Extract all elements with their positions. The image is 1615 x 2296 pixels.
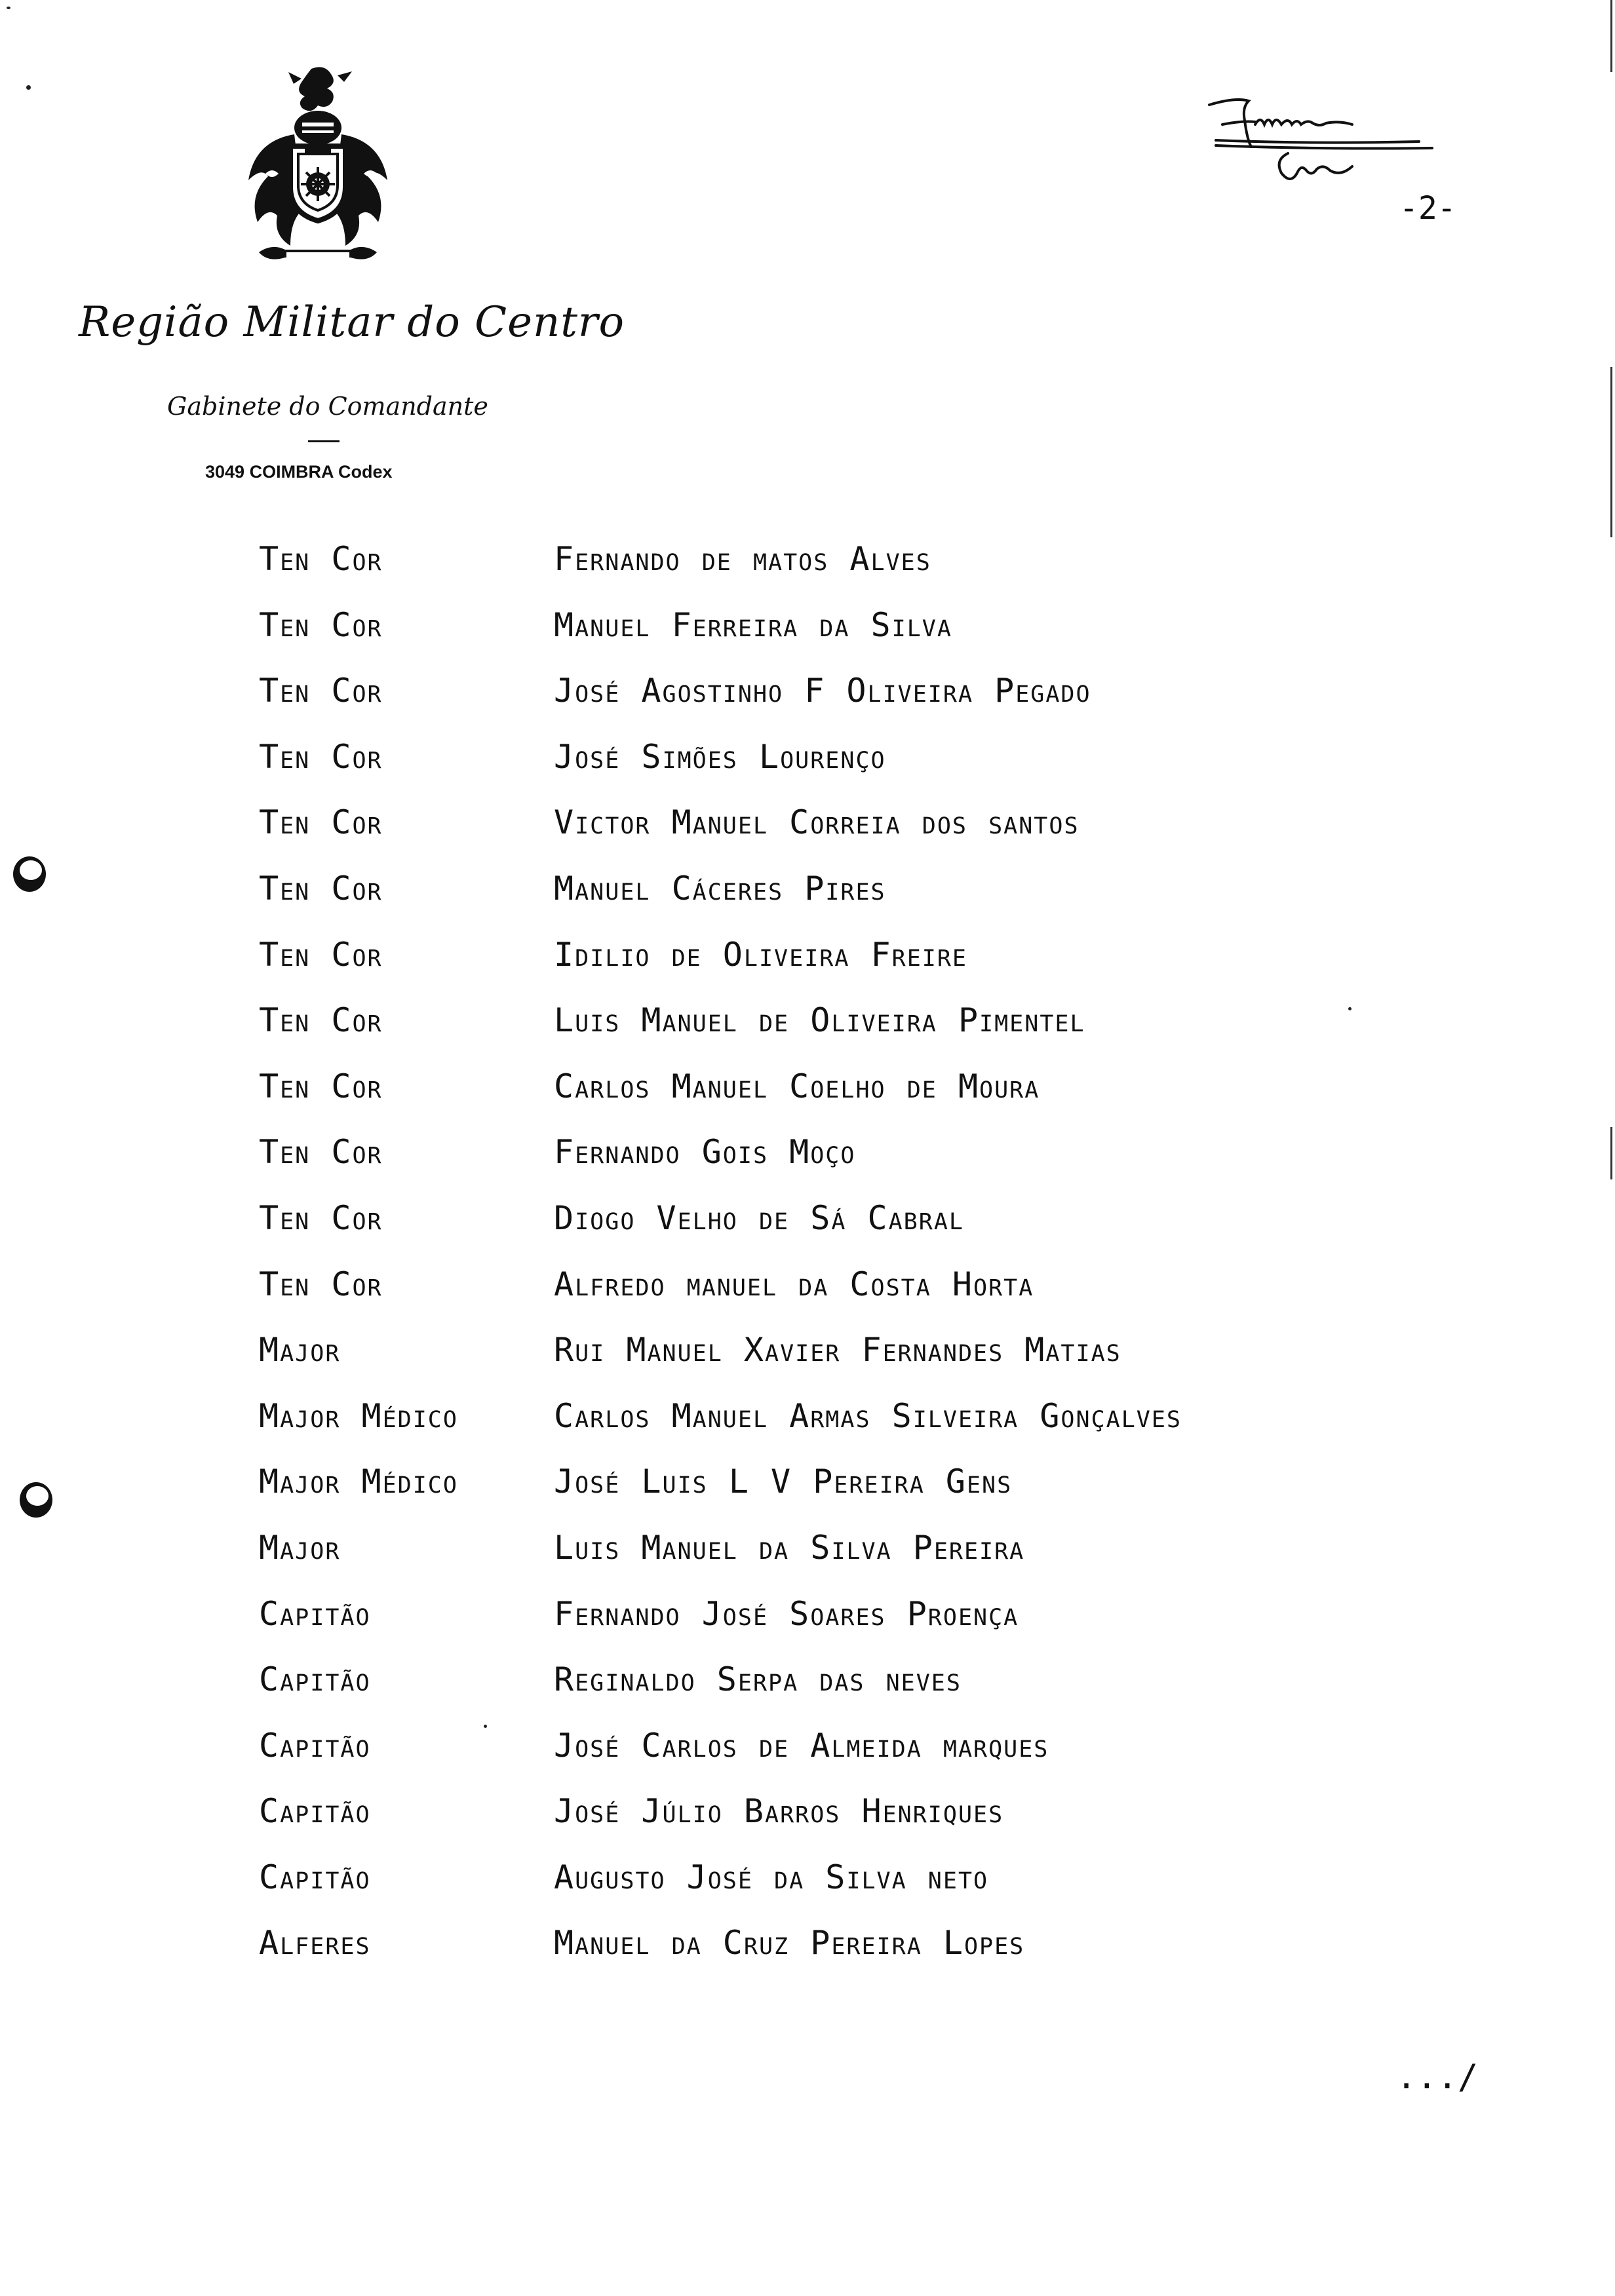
roster-row bbox=[259, 1788, 1373, 1854]
roster-row bbox=[259, 1459, 1373, 1525]
person-name: Rui Manuel Xavier Fernandes Matias bbox=[554, 1331, 1121, 1369]
rank: Ten Cor bbox=[259, 605, 383, 644]
person-name: Fernando de matos Alves bbox=[554, 540, 931, 578]
rank: Ten Cor bbox=[259, 540, 383, 578]
roster-row bbox=[259, 1261, 1373, 1328]
person-name: Fernando Gois Moço bbox=[554, 1133, 856, 1172]
roster-row bbox=[259, 536, 1373, 602]
person-name: Victor Manuel Correia dos santos bbox=[554, 803, 1080, 842]
person-name: Augusto José da Silva neto bbox=[554, 1858, 989, 1896]
rank: Ten Cor bbox=[259, 672, 383, 710]
person-name: Carlos Manuel Coelho de Moura bbox=[554, 1067, 1040, 1105]
roster-row bbox=[259, 1591, 1373, 1657]
roster-row bbox=[259, 932, 1373, 998]
organization-subtitle: Gabinete do Comandante bbox=[167, 392, 488, 421]
rank: Capitão bbox=[259, 1858, 371, 1896]
roster-row bbox=[259, 602, 1373, 668]
roster-row bbox=[259, 1393, 1373, 1459]
roster-row bbox=[259, 734, 1373, 800]
rank: Ten Cor bbox=[259, 935, 383, 974]
rank: Major Médico bbox=[259, 1396, 458, 1435]
rank: Major bbox=[259, 1528, 341, 1567]
person-name: Alfredo manuel da Costa Horta bbox=[554, 1265, 1034, 1303]
rank: Ten Cor bbox=[259, 803, 383, 842]
continuation-mark: .../ bbox=[1396, 2057, 1479, 2097]
rank: Alferes bbox=[259, 1924, 371, 1962]
person-name: Manuel Cáceres Pires bbox=[554, 869, 886, 908]
person-name: Luis Manuel da Silva Pereira bbox=[554, 1528, 1025, 1567]
organization-title: Região Militar do Centro bbox=[79, 298, 625, 347]
rank: Ten Cor bbox=[259, 1133, 383, 1172]
roster-row bbox=[259, 1195, 1373, 1261]
roster-row bbox=[259, 668, 1373, 734]
letterhead-rule bbox=[308, 440, 340, 442]
rank: Ten Cor bbox=[259, 1265, 383, 1303]
roster-row bbox=[259, 1854, 1373, 1921]
rank: Capitão bbox=[259, 1726, 371, 1765]
rank: Ten Cor bbox=[259, 737, 383, 776]
roster-row bbox=[259, 997, 1373, 1063]
roster-row bbox=[259, 1063, 1373, 1130]
person-name: Diogo Velho de Sá Cabral bbox=[554, 1198, 964, 1237]
rank: Ten Cor bbox=[259, 869, 383, 908]
rank: Major Médico bbox=[259, 1463, 458, 1501]
rank: Ten Cor bbox=[259, 1198, 383, 1237]
roster-row bbox=[259, 799, 1373, 866]
punch-hole bbox=[13, 856, 46, 892]
scan-speck bbox=[7, 7, 10, 9]
rank: Capitão bbox=[259, 1660, 371, 1699]
scan-speck bbox=[26, 85, 31, 90]
person-name: Idilio de Oliveira Freire bbox=[554, 935, 967, 974]
person-name: Luis Manuel de Oliveira Pimentel bbox=[554, 1001, 1085, 1040]
person-name: José Carlos de Almeida marques bbox=[554, 1726, 1049, 1765]
roster-row bbox=[259, 1327, 1373, 1393]
scan-edge-line bbox=[1610, 1127, 1612, 1179]
roster-row bbox=[259, 1723, 1373, 1789]
rank: Ten Cor bbox=[259, 1067, 383, 1105]
scan-speck bbox=[1348, 1007, 1352, 1010]
person-name: Carlos Manuel Armas Silveira Gonçalves bbox=[554, 1396, 1182, 1435]
rank: Ten Cor bbox=[259, 1001, 383, 1040]
roster-row bbox=[259, 1656, 1373, 1723]
person-name: José Luis L V Pereira Gens bbox=[554, 1463, 1013, 1501]
roster-row bbox=[259, 1129, 1373, 1195]
coat-of-arms-emblem bbox=[239, 62, 397, 278]
punch-hole bbox=[20, 1482, 52, 1518]
rank: Capitão bbox=[259, 1792, 371, 1831]
scan-edge-line bbox=[1610, 367, 1612, 537]
person-name: José Júlio Barros Henriques bbox=[554, 1792, 1004, 1831]
scan-speck bbox=[484, 1725, 487, 1728]
person-name: José Simões Lourenço bbox=[554, 737, 886, 776]
person-name: Reginaldo Serpa das neves bbox=[554, 1660, 962, 1699]
rank: Major bbox=[259, 1331, 341, 1369]
person-name: Fernando José Soares Proença bbox=[554, 1594, 1019, 1633]
person-name: Manuel da Cruz Pereira Lopes bbox=[554, 1924, 1025, 1962]
scan-edge-line bbox=[1610, 0, 1612, 72]
roster-row bbox=[259, 866, 1373, 932]
personnel-roster bbox=[259, 536, 1373, 1986]
page-number: -2- bbox=[1399, 190, 1456, 227]
person-name: Manuel Ferreira da Silva bbox=[554, 605, 952, 644]
roster-row bbox=[259, 1525, 1373, 1591]
roster-row bbox=[259, 1920, 1373, 1986]
organization-address: 3049 COIMBRA Codex bbox=[205, 462, 393, 482]
rank: Capitão bbox=[259, 1594, 371, 1633]
person-name: José Agostinho F Oliveira Pegado bbox=[554, 672, 1091, 710]
